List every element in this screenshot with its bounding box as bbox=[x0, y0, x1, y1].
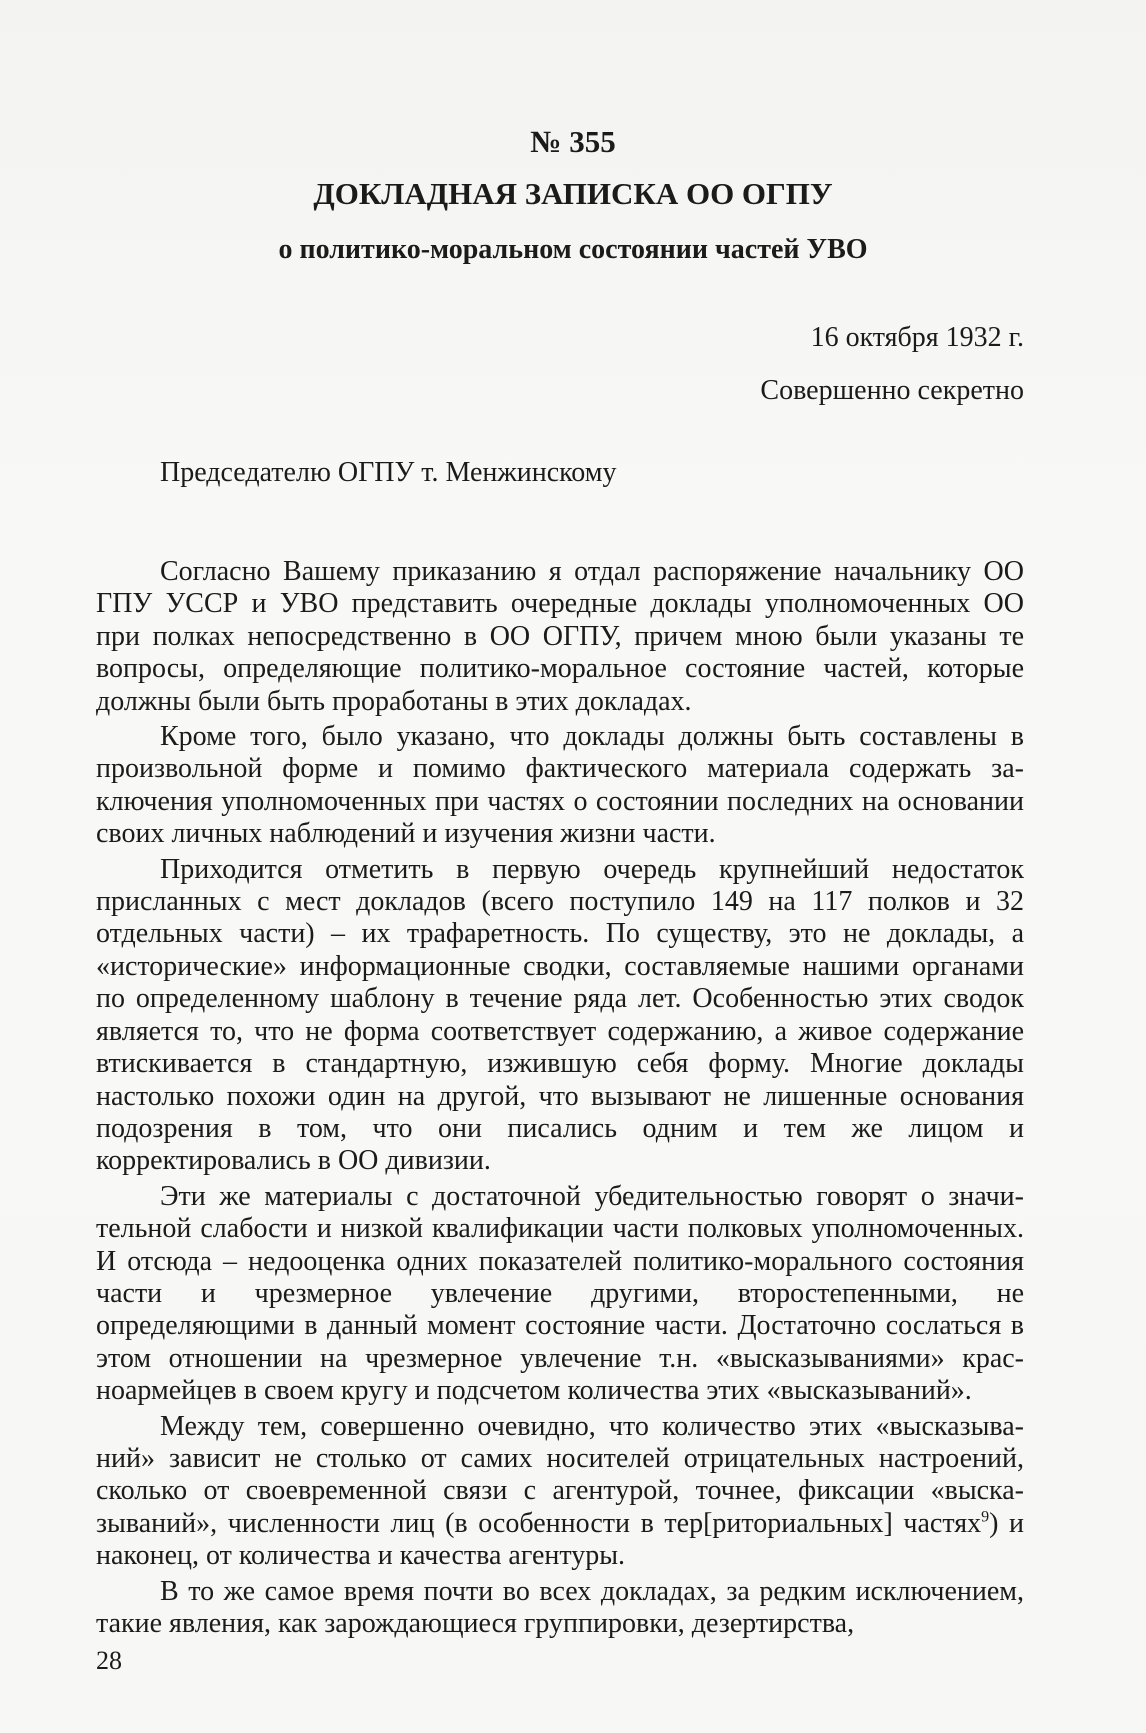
addressee-line: Председателю ОГПУ т. Менжинскому bbox=[160, 457, 617, 488]
document-date: 16 октября 1932 г. bbox=[810, 322, 1024, 353]
body-paragraph: В то же самое время почти во всех докладах, за редким исключением, такие явления, как зарождающиеся группировки, дезертирства, bbox=[96, 1575, 1024, 1639]
page-number: 28 bbox=[96, 1646, 122, 1675]
document-subtitle: о политико-моральном состоянии частей УВО bbox=[278, 234, 868, 265]
footnote-reference: 9 bbox=[981, 1508, 990, 1526]
body-paragraph: Приходится отметить в первую очередь крупнейший недостаток присланных с мест докладов (всего поступило 149 на 117 полков и 32 отдельных части) – их трафаретность. По существу, это не доклады, а «исторические» информационные сводки, составляемые нашими органами по определенному шаблону в течение ряда лет. Особенностью этих сводок является то, что не форма соответствует содержанию, а живое содержание втискивается в стандартную, изжившую себя форму. Многие доклады настолько похожи один на другой, что вызывают не лишенные основания подозрения в том, что они писались одним и тем же лицом и корректировались в ОО дивизии. bbox=[96, 853, 1024, 1177]
paragraph-text: Между тем, совершенно очевидно, что количество этих «высказываний» зависит не столько от самих носителей отрицательных настроений, сколько от своевременной связи с агентурой, точнее, фиксации «высказываний», численности лиц (в особенности в тер[риториальных] частях bbox=[96, 1410, 1024, 1539]
document-body bbox=[96, 556, 1024, 1640]
body-paragraph: Кроме того, было указано, что доклады должны быть составлены в произвольной форме и помимо фактического материала содержать заключения уполномоченных при частях о состоянии последних на основании своих личных наблюдений и изучения жизни части. bbox=[96, 721, 1024, 850]
paragraph-text-tail: ) и наконец, от количества и качества агентуры. bbox=[96, 1507, 1024, 1572]
classification-label: Совершенно секретно bbox=[760, 375, 1024, 406]
body-paragraph bbox=[96, 1411, 1024, 1573]
document-number: № 355 bbox=[530, 124, 616, 159]
body-paragraph: Согласно Вашему приказанию я отдал распоряжение начальнику ОО ГПУ УССР и УВО представить очередные доклады уполномоченных ОО при полках непосредственно в ОО ОГПУ, причем мною были указаны те вопросы, определяющие политико-моральное состояние частей, которые должны были быть проработаны в этих докладах. bbox=[96, 556, 1024, 717]
body-paragraph: Эти же материалы с достаточной убедительностью говорят о значительной слабости и низкой квалификации части полковых уполномоченных. И отсюда – недооценка одних показателей политико-морального состояния части и чрезмерное увлечение другими, второстепенными, не определяющими в данный момент состояние части. Достаточно сослаться в этом отношении на чрезмерное увлечение т.н. «высказываниями» красноармейцев в своем кругу и подсчетом количества этих «высказываний». bbox=[96, 1180, 1024, 1407]
document-title: ДОКЛАДНАЯ ЗАПИСКА ОО ОГПУ bbox=[313, 176, 833, 211]
